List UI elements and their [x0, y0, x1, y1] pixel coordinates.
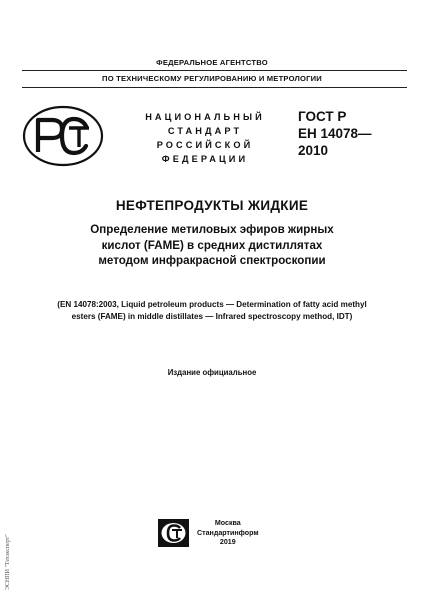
subtitle-line-2: кислот (FAME) в средних дистиллятах [101, 238, 323, 252]
national-line-2: СТАНДАРТ [167, 126, 243, 136]
national-line-4: ФЕДЕРАЦИИ [161, 154, 249, 164]
subtitle-line-3: методом инфракрасной спектроскопии [98, 254, 326, 267]
side-watermark: ЭСНПИ "Техэксперт" [5, 534, 11, 590]
header-divider-bottom [22, 87, 407, 88]
gost-designation [298, 108, 372, 159]
national-line-1: НАЦИОНАЛЬНЫЙ [145, 112, 265, 122]
rst-certification-mark-icon [22, 104, 104, 168]
gost-line-3: 2010 [298, 143, 329, 158]
en-reference-line-1: (EN 14078:2003, Liquid petroleum products — Determination of fatty acid methyl [57, 300, 367, 309]
agency-name-line1: ФЕДЕРАЛЬНОЕ АГЕНТСТВО [156, 58, 268, 67]
document-title: НЕФТЕПРОДУКТЫ ЖИДКИЕ [115, 198, 309, 213]
en-standard-reference [30, 299, 394, 322]
document-subtitle [40, 222, 384, 269]
en-reference-line-2: esters (FAME) in middle distillates — Infrared spectroscopy method, IDT) [71, 311, 353, 321]
gost-line-2: ЕН 14078— [298, 126, 372, 141]
agency-name-line2: ПО ТЕХНИЧЕСКОМУ РЕГУЛИРОВАНИЮ И МЕТРОЛОГИИ [102, 74, 322, 83]
national-line-3: РОССИЙСКОЙ [156, 140, 254, 150]
header-divider-top [22, 70, 407, 71]
standartinform-logo-icon [157, 518, 190, 548]
publication-year: 2019 [219, 538, 236, 546]
publisher-name: Стандартинформ [197, 528, 259, 537]
official-edition-label: Издание официальное [167, 368, 257, 377]
publisher-city: Москва [214, 519, 241, 527]
subtitle-line-1: Определение метиловых эфиров жирных [90, 223, 334, 236]
national-standard-label [130, 110, 280, 166]
publisher-block [197, 519, 259, 548]
gost-line-1: ГОСТ Р [298, 109, 347, 124]
